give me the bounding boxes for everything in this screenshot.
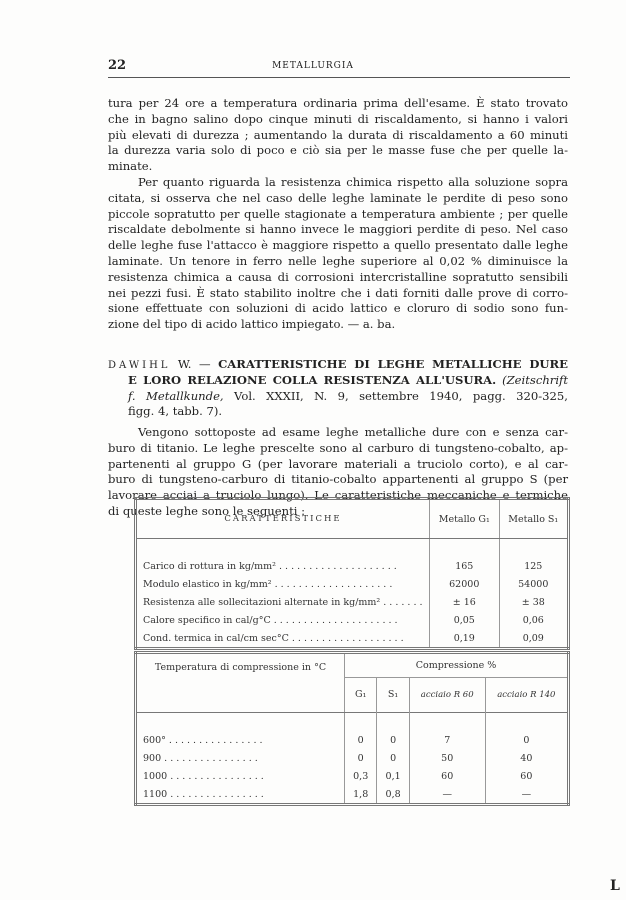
- journal-name: (Zeitschrift: [502, 372, 568, 387]
- text-line: Vengono sottoposte ad esame leghe metalliche dure con e senza car-: [138, 425, 568, 439]
- column-header: Metallo G₁: [430, 499, 500, 539]
- paragraph-1: [108, 96, 568, 175]
- column-header: CARATTERISTICHE: [136, 499, 430, 539]
- table-row: 900 . . . . . . . . . . . . . . . . 0 0 50 40: [136, 749, 569, 767]
- journal-name-cont: f. Metallkunde,: [128, 388, 224, 403]
- author-initial: W. —: [177, 357, 211, 371]
- table-row: Cond. termica in cal/cm sec°C . . . . . . . . . . . . . . . . . . . 0,19 0,09: [136, 629, 569, 649]
- table-row: Carico di rottura in kg/mm² . . . . . . . . . . . . . . . . . . . . 165 125: [136, 557, 569, 575]
- text-line: più elevati di durezza ; aumentando la durata di riscaldamento a 60 minuti: [108, 127, 568, 142]
- text-line: buro di tungsteno-carburo di titanio-cobalto appartenenti al gruppo S (per: [108, 472, 568, 487]
- column-header: acciaio R 60: [409, 677, 485, 712]
- article-heading: [108, 357, 568, 420]
- table-row: Calore specifico in cal/g°C . . . . . . . . . . . . . . . . . . . . . 0,05 0,06: [136, 611, 569, 629]
- text-line: sione effettuate con soluzioni di acido lattico e cloruro di sodio sono fun-: [108, 301, 568, 316]
- table-row: 1000 . . . . . . . . . . . . . . . . 0,3 0,1 60 60: [136, 767, 569, 785]
- text-line: minate.: [108, 159, 153, 174]
- column-header: Metallo S₁: [499, 499, 568, 539]
- characteristics-table: [134, 497, 570, 650]
- text-line: delle leghe fuse l'attacco è maggiore rispetto a quello presentato dalle leghe: [108, 238, 568, 253]
- text-line: la durezza varia solo di poco e ciò sia per le masse fuse che per quelle la-: [108, 143, 568, 158]
- text-line: citata, si osserva che nel caso delle leghe laminate le perdite di peso sono: [108, 190, 568, 205]
- table-row: 1100 . . . . . . . . . . . . . . . . 1,8 0,8 — —: [136, 785, 569, 805]
- row-header: Temperatura di compressione in °C: [136, 653, 345, 713]
- text-line: partenenti al gruppo G (per lavorare materiali a truciolo corto), e al car-: [108, 456, 568, 471]
- text-line: laminate. Un tenore in ferro nelle leghe superiore al 0,02 % diminuisce la: [108, 253, 568, 268]
- header-rule: [108, 77, 570, 78]
- column-header: G₁: [345, 677, 377, 712]
- text-line: che in bagno salino dopo cinque minuti di riscaldamento, si hanno i valori: [108, 111, 568, 126]
- text-line: riscaldate debolmente si hanno invece le maggiori perdite di peso. Nel caso: [108, 222, 568, 237]
- table-row: 600° . . . . . . . . . . . . . . . . 0 0 7 0: [136, 731, 569, 749]
- group-header: Compressione %: [345, 653, 569, 678]
- text-line: lavorare acciai a truciolo lungo). Le caratteristiche meccaniche e termiche: [108, 488, 568, 503]
- author-name: DAWIHL: [108, 360, 171, 371]
- text-line: nei pezzi fusi. È stato stabilito inoltre che i dati forniti dalle prove di corro-: [108, 285, 568, 300]
- text-line: resistenza chimica a causa di corrosioni intercristalline sopratutto sensibili: [108, 269, 568, 284]
- article-title: CARATTERISTICHE DI LEGHE METALLICHE DURE: [218, 357, 568, 371]
- text-line: buro di titanio. Le leghe prescelte sono al carburo di tungsteno-cobalto, ap-: [108, 440, 568, 455]
- column-header: acciaio R 140: [485, 677, 568, 712]
- text-line: Per quanto riguarda la resistenza chimica rispetto alla soluzione sopra: [138, 175, 568, 189]
- page-number: 22: [108, 58, 127, 73]
- running-title: METALLURGIA: [272, 61, 354, 71]
- corner-mark: L: [610, 878, 620, 894]
- text-line: piccole sopratutto per quelle stagionate a temperatura ambiente ; per quelle: [108, 206, 568, 221]
- table-row: Modulo elastico in kg/mm² . . . . . . . . . . . . . . . . . . . . 62000 54000: [136, 575, 569, 593]
- table-row: Resistenza alle sollecitazioni alternate in kg/mm² . . . . . . . ± 16 ± 38: [136, 593, 569, 611]
- text-line: zione del tipo di acido lattico impiegato. — a. ba.: [108, 317, 396, 332]
- compression-table: [134, 651, 570, 806]
- article-title-cont: E LORO RELAZIONE COLLA RESISTENZA ALL'USURA.: [128, 372, 497, 387]
- reference-figures: figg. 4, tabb. 7).: [128, 404, 223, 419]
- text-line: tura per 24 ore a temperatura ordinaria prima dell'esame. È stato trovato: [108, 96, 568, 110]
- paragraph-2: [108, 175, 568, 333]
- text-line: di queste leghe sono le seguenti :: [108, 503, 306, 518]
- reference-details: Vol. XXXII, N. 9, settembre 1940, pagg. 320-325,: [234, 388, 568, 403]
- column-header: S₁: [377, 677, 409, 712]
